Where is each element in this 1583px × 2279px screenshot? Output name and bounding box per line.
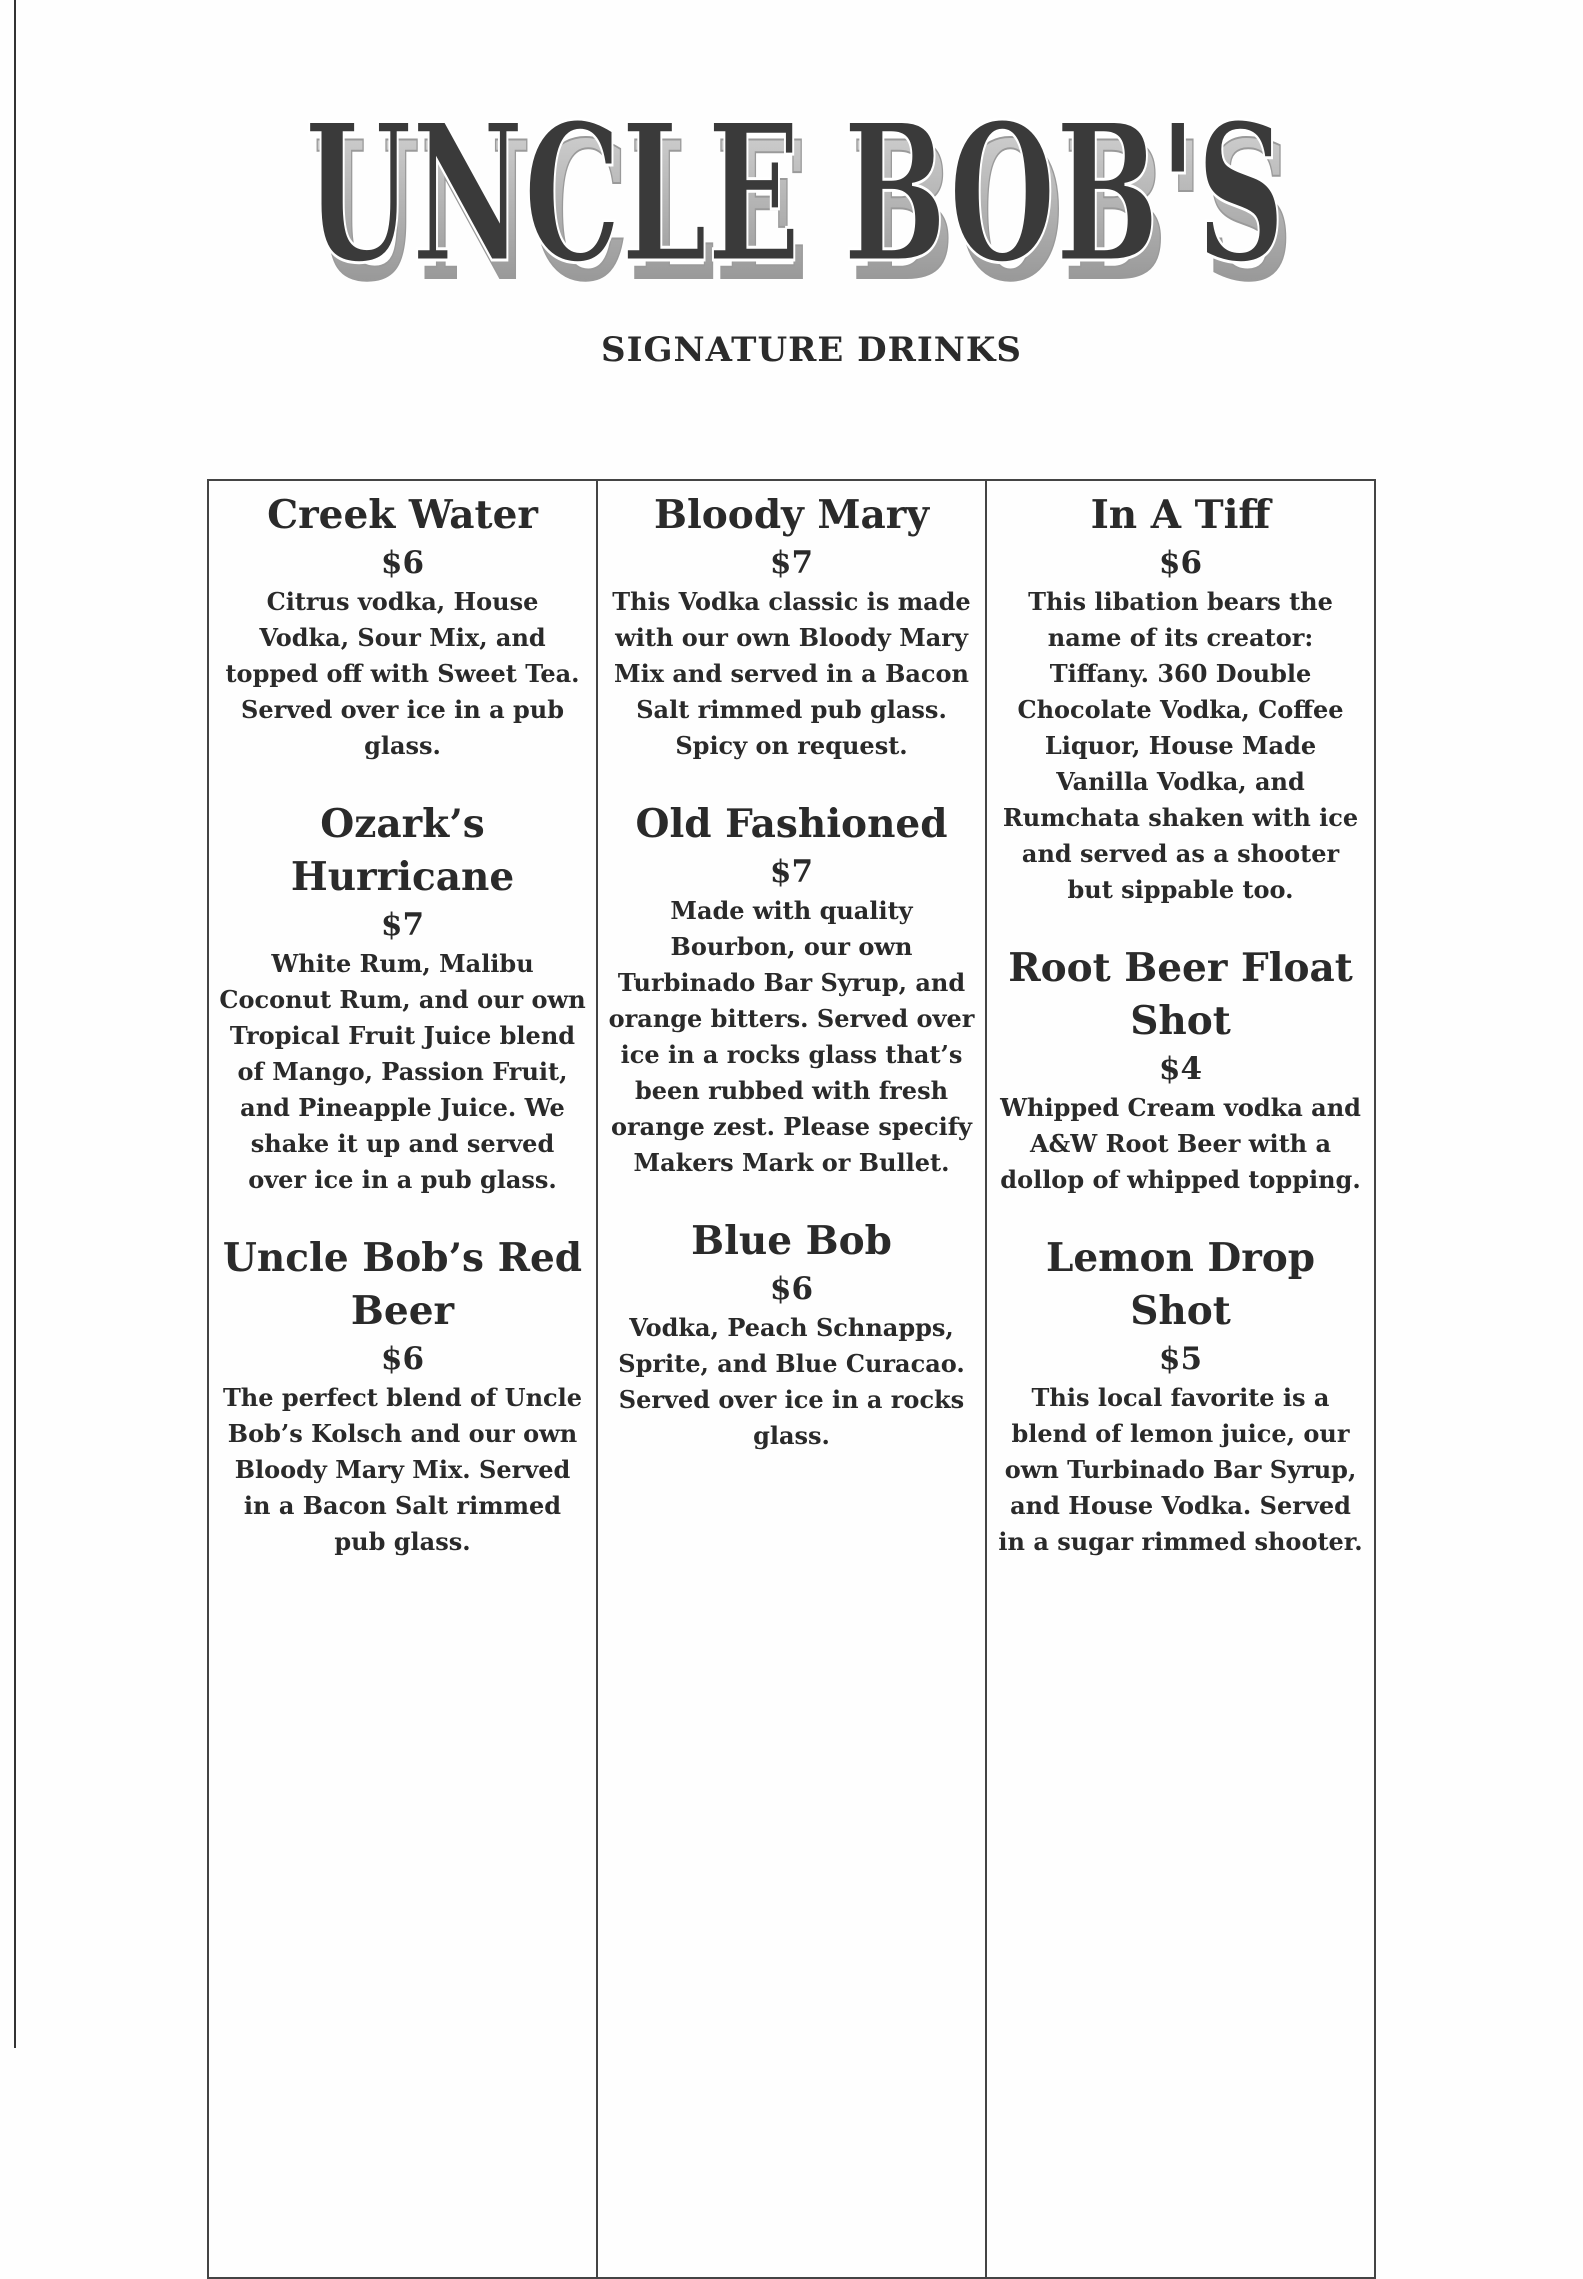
drink-bloody-mary (608, 489, 975, 764)
drink-price: $4 (1158, 1051, 1203, 1087)
drink-name: Lemon Drop Shot (1045, 1235, 1316, 1334)
drink-uncle-bobs-red-beer (219, 1232, 586, 1560)
drink-name: Ozark’s Hurricane (290, 801, 515, 900)
uncle-bobs-logo (280, 60, 1310, 310)
drink-description: The perfect blend of Uncle Bob’s Kolsch and our own Bloody Mary Mix. Served in a Bacon Salt rimmed pub glass. (222, 1383, 583, 1556)
drink-name: Bloody Mary (654, 492, 929, 538)
drink-name: Uncle Bob’s Red Beer (222, 1235, 583, 1334)
drink-description: Made with quality Bourbon, our own Turbinado Bar Syrup, and orange bitters. Served over ice in a rocks glass that’s been rubbed with fresh orange zest. Please specify Makers Mark or Bullet. (608, 896, 975, 1177)
menu-column-3 (987, 481, 1374, 2277)
drink-price: $7 (769, 854, 814, 890)
page-left-border (14, 0, 16, 2048)
drink-description: Citrus vodka, House Vodka, Sour Mix, and topped off with Sweet Tea. Served over ice in a pub glass. (225, 587, 580, 760)
drink-name: Creek Water (267, 492, 538, 538)
drink-description: This local favorite is a blend of lemon juice, our own Turbinado Bar Syrup, and House Vodka. Served in a sugar rimmed shooter. (998, 1383, 1363, 1556)
drink-old-fashioned (608, 798, 975, 1181)
logo-shadow-text: UNCLE BOB'S (313, 100, 1293, 310)
drink-description: Vodka, Peach Schnapps, Sprite, and Blue Curacao. Served over ice in a rocks glass. (618, 1313, 965, 1450)
drink-price: $6 (380, 545, 425, 581)
drink-blue-bob (608, 1215, 975, 1454)
drink-description: White Rum, Malibu Coconut Rum, and our own Tropical Fruit Juice blend of Mango, Passion Fruit, and Pineapple Juice. We shake it up and served over ice in a pub glass. (219, 949, 586, 1194)
drink-name: In A Tiff (1090, 492, 1271, 538)
drink-name: Blue Bob (691, 1218, 892, 1264)
drink-name: Old Fashioned (635, 801, 948, 847)
menu-column-2 (598, 481, 987, 2277)
drink-in-a-tiff (997, 489, 1364, 908)
drink-name: Root Beer Float Shot (1008, 945, 1353, 1044)
page-subtitle: SIGNATURE DRINKS (601, 330, 1022, 370)
drink-price: $6 (769, 1271, 814, 1307)
drinks-table (207, 479, 1376, 2279)
drink-description: This Vodka classic is made with our own Bloody Mary Mix and served in a Bacon Salt rimmed pub glass. Spicy on request. (612, 587, 971, 760)
drink-ozarks-hurricane (219, 798, 586, 1198)
drink-price: $7 (769, 545, 814, 581)
drink-price: $7 (380, 907, 425, 943)
drink-root-beer-float-shot (997, 942, 1364, 1198)
menu-column-1 (209, 481, 598, 2277)
drink-description: This libation bears the name of its creator: Tiffany. 360 Double Chocolate Vodka, Coffee Liquor, House Made Vanilla Vodka, and Rumchata shaken with ice and served as a shooter but sippable too. (1002, 587, 1359, 904)
drink-price: $6 (1158, 545, 1203, 581)
drink-price: $6 (380, 1341, 425, 1377)
drink-lemon-drop-shot (997, 1232, 1364, 1560)
logo-text: UNCLE BOB'S (305, 82, 1285, 305)
drink-creek-water (219, 489, 586, 764)
drink-price: $5 (1158, 1341, 1203, 1377)
drink-description: Whipped Cream vodka and A&W Root Beer with a dollop of whipped topping. (1000, 1093, 1361, 1194)
